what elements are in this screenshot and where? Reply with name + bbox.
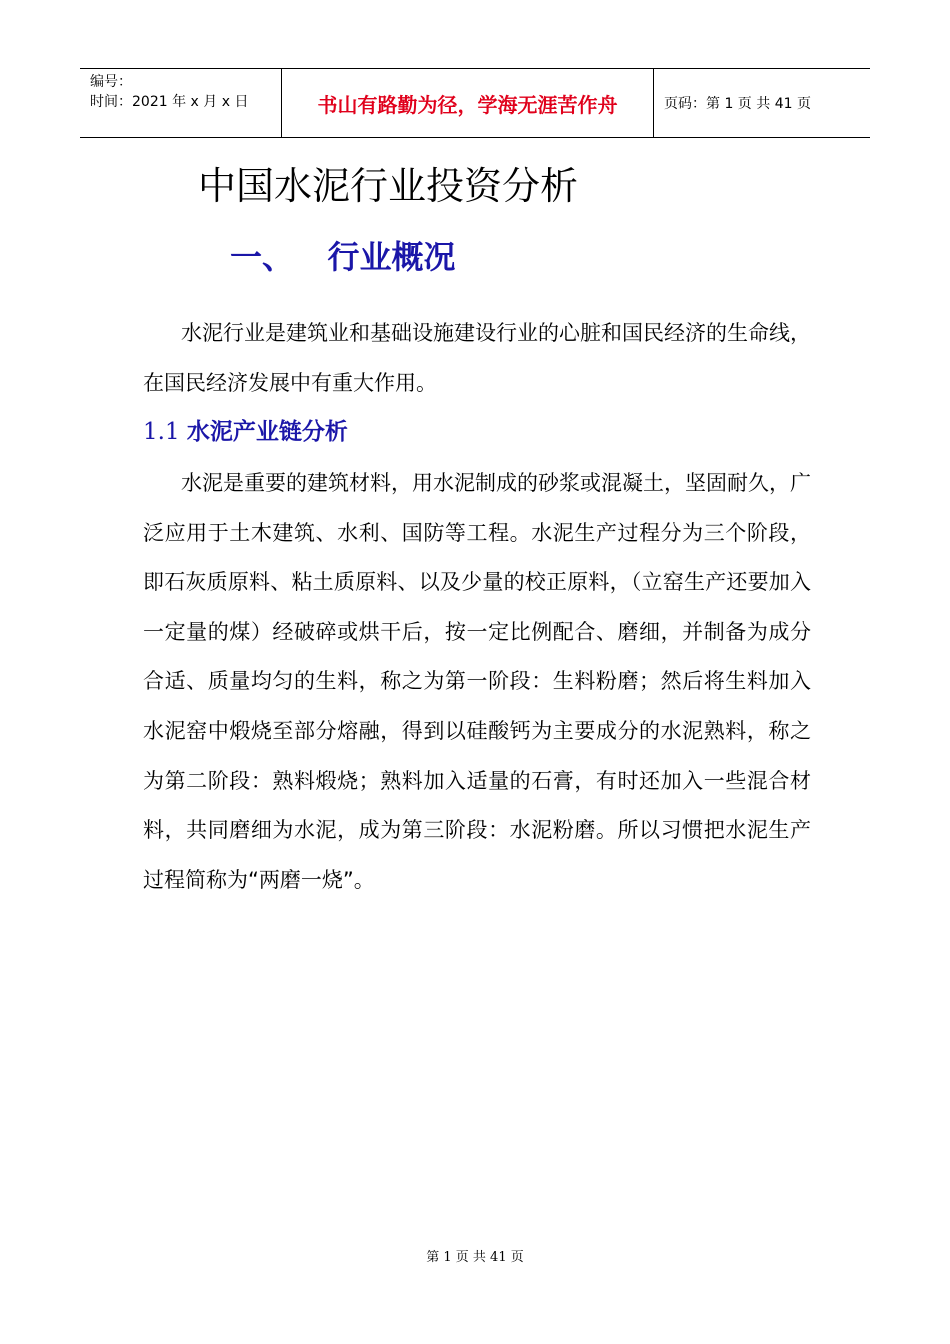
serial-number-label: 编号： bbox=[90, 74, 132, 90]
header-page-info: 页码：第 1 页 共 41 页 bbox=[664, 96, 811, 112]
subsection-number: 1.1 bbox=[143, 419, 180, 445]
page-footer: 第 1 页 共 41 页 bbox=[426, 1250, 524, 1265]
paragraph-industry-chain: 水泥是重要的建筑材料，用水泥制成的砂浆或混凝土，坚固耐久，广泛应用于土木建筑、水利、国防等工程。水泥生产过程分为三个阶段，即石灰质原料、粘土质原料、以及少量的校正原料，（立窑生产还要加入一定量的煤）经破碎或烘干后，按一定比例配合、磨细，并制备为成分合适、质量均匀的生料，称之为第一阶段：生料粉磨；然后将生料加入水泥窑中煅烧至部分熔融，得到以硅酸钙为主要成分的水泥熟料，称之为第二阶段：熟料煅烧；熟料加入适量的石膏，有时还加入一些混合材料，共同磨细为水泥，成为第三阶段：水泥粉磨。所以习惯把水泥生产过程简称为“两磨一烧”。 bbox=[143, 471, 811, 892]
paragraph-overview: 水泥行业是建筑业和基础设施建设行业的心脏和国民经济的生命线，在国民经济发展中有重大作用。 bbox=[143, 321, 811, 395]
page-header bbox=[80, 68, 870, 138]
header-meta-cell bbox=[80, 69, 282, 137]
header-motto: 书山有路勤为径，学海无涯苦作舟 bbox=[282, 69, 654, 137]
section-number: 一、 bbox=[230, 238, 295, 276]
section-title: 行业概况 bbox=[327, 238, 456, 276]
document-title: 中国水泥行业投资分析 bbox=[198, 164, 579, 208]
subsection-title: 水泥产业链分析 bbox=[186, 419, 348, 445]
section-heading-1-1 bbox=[143, 412, 348, 452]
section-heading-1 bbox=[230, 232, 455, 282]
date-label: 时间：2021 年 x 月 x 日 bbox=[90, 94, 249, 110]
